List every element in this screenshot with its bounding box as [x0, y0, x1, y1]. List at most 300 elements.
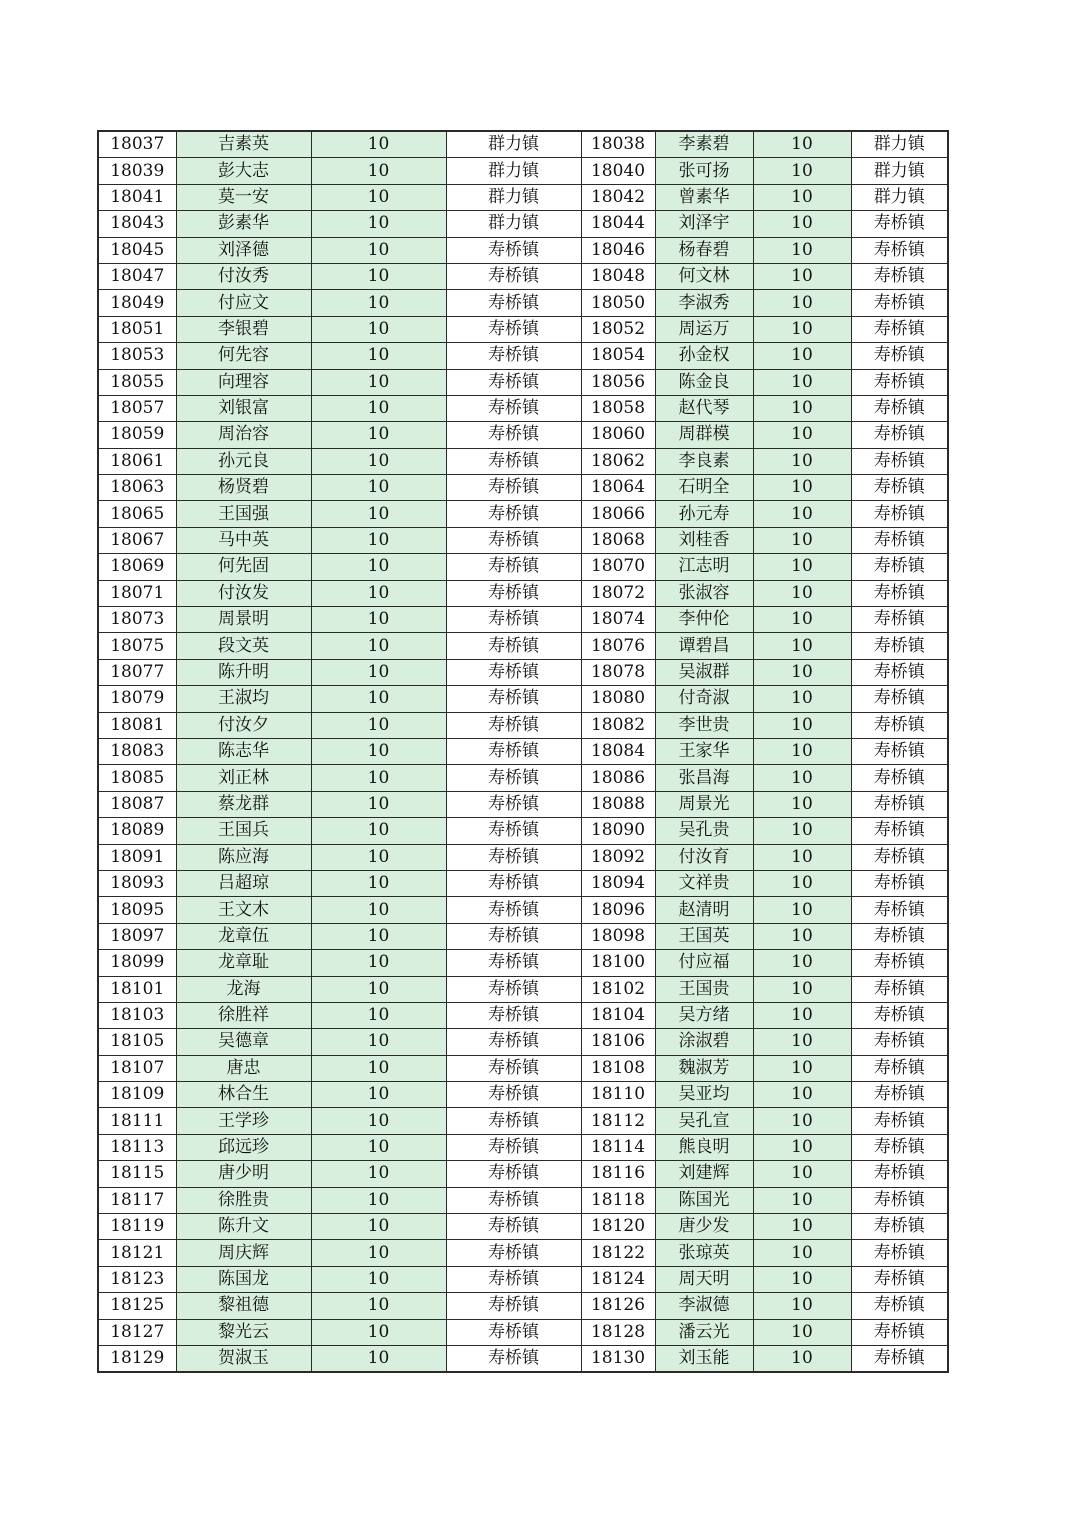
left-name-cell: 马中英 [176, 527, 311, 553]
table-row [98, 211, 948, 237]
left-town-cell: 寿桥镇 [446, 1187, 581, 1213]
table-row [98, 1266, 948, 1292]
left-town-cell: 寿桥镇 [446, 448, 581, 474]
right-town-cell: 寿桥镇 [851, 1214, 948, 1240]
left-name-cell: 黎祖德 [176, 1293, 311, 1319]
left-name-cell: 杨贤碧 [176, 475, 311, 501]
right-id-cell: 18100 [581, 950, 655, 976]
left-count-cell: 10 [311, 448, 446, 474]
left-id-cell: 18097 [98, 923, 176, 949]
left-town-cell: 寿桥镇 [446, 1082, 581, 1108]
right-name-cell: 王家华 [655, 738, 753, 764]
left-name-cell: 付应文 [176, 290, 311, 316]
right-name-cell: 张可扬 [655, 158, 753, 184]
table-row [98, 1187, 948, 1213]
table-row [98, 976, 948, 1002]
right-town-cell: 寿桥镇 [851, 1161, 948, 1187]
right-name-cell: 文祥贵 [655, 870, 753, 896]
right-count-cell: 10 [753, 475, 851, 501]
left-id-cell: 18121 [98, 1240, 176, 1266]
right-id-cell: 18096 [581, 897, 655, 923]
left-name-cell: 黎光云 [176, 1319, 311, 1345]
left-town-cell: 寿桥镇 [446, 1055, 581, 1081]
left-count-cell: 10 [311, 316, 446, 342]
left-count-cell: 10 [311, 923, 446, 949]
right-town-cell: 寿桥镇 [851, 290, 948, 316]
right-town-cell: 寿桥镇 [851, 738, 948, 764]
right-name-cell: 刘建辉 [655, 1161, 753, 1187]
right-name-cell: 李淑德 [655, 1293, 753, 1319]
right-town-cell: 寿桥镇 [851, 1108, 948, 1134]
right-id-cell: 18056 [581, 369, 655, 395]
right-count-cell: 10 [753, 686, 851, 712]
right-name-cell: 周景光 [655, 791, 753, 817]
left-count-cell: 10 [311, 1266, 446, 1292]
left-count-cell: 10 [311, 1161, 446, 1187]
left-town-cell: 寿桥镇 [446, 1293, 581, 1319]
left-count-cell: 10 [311, 1214, 446, 1240]
left-name-cell: 何先固 [176, 554, 311, 580]
left-count-cell: 10 [311, 131, 446, 158]
right-id-cell: 18094 [581, 870, 655, 896]
left-id-cell: 18089 [98, 818, 176, 844]
right-id-cell: 18076 [581, 633, 655, 659]
right-count-cell: 10 [753, 1002, 851, 1028]
right-name-cell: 张淑容 [655, 580, 753, 606]
right-name-cell: 刘桂香 [655, 527, 753, 553]
left-name-cell: 吴德章 [176, 1029, 311, 1055]
left-town-cell: 群力镇 [446, 211, 581, 237]
left-id-cell: 18075 [98, 633, 176, 659]
right-town-cell: 寿桥镇 [851, 395, 948, 421]
right-name-cell: 陈国光 [655, 1187, 753, 1213]
right-name-cell: 李世贵 [655, 712, 753, 738]
right-name-cell: 孙金权 [655, 343, 753, 369]
left-name-cell: 段文英 [176, 633, 311, 659]
table-row [98, 1055, 948, 1081]
table-row [98, 870, 948, 896]
right-count-cell: 10 [753, 237, 851, 263]
right-name-cell: 吴孔贵 [655, 818, 753, 844]
right-name-cell: 周天明 [655, 1266, 753, 1292]
right-count-cell: 10 [753, 158, 851, 184]
right-count-cell: 10 [753, 1187, 851, 1213]
table-row [98, 712, 948, 738]
right-count-cell: 10 [753, 263, 851, 289]
right-id-cell: 18060 [581, 422, 655, 448]
right-count-cell: 10 [753, 501, 851, 527]
left-count-cell: 10 [311, 422, 446, 448]
right-id-cell: 18092 [581, 844, 655, 870]
table-row [98, 184, 948, 210]
right-name-cell: 吴亚均 [655, 1082, 753, 1108]
table-row [98, 554, 948, 580]
right-name-cell: 刘玉能 [655, 1345, 753, 1372]
left-id-cell: 18049 [98, 290, 176, 316]
right-id-cell: 18068 [581, 527, 655, 553]
left-id-cell: 18055 [98, 369, 176, 395]
left-name-cell: 何先容 [176, 343, 311, 369]
left-town-cell: 寿桥镇 [446, 1345, 581, 1372]
table-row [98, 395, 948, 421]
right-id-cell: 18064 [581, 475, 655, 501]
right-name-cell: 李素碧 [655, 131, 753, 158]
right-town-cell: 寿桥镇 [851, 580, 948, 606]
left-name-cell: 徐胜贵 [176, 1187, 311, 1213]
right-count-cell: 10 [753, 316, 851, 342]
left-count-cell: 10 [311, 1082, 446, 1108]
left-town-cell: 寿桥镇 [446, 791, 581, 817]
right-count-cell: 10 [753, 712, 851, 738]
left-id-cell: 18111 [98, 1108, 176, 1134]
right-name-cell: 潘云光 [655, 1319, 753, 1345]
right-id-cell: 18128 [581, 1319, 655, 1345]
left-count-cell: 10 [311, 659, 446, 685]
table-row [98, 1002, 948, 1028]
left-name-cell: 唐忠 [176, 1055, 311, 1081]
left-count-cell: 10 [311, 395, 446, 421]
left-name-cell: 王学珍 [176, 1108, 311, 1134]
left-id-cell: 18117 [98, 1187, 176, 1213]
right-name-cell: 周运万 [655, 316, 753, 342]
left-name-cell: 林合生 [176, 1082, 311, 1108]
left-name-cell: 周景明 [176, 607, 311, 633]
left-id-cell: 18047 [98, 263, 176, 289]
right-town-cell: 寿桥镇 [851, 475, 948, 501]
right-id-cell: 18104 [581, 1002, 655, 1028]
left-name-cell: 龙章耻 [176, 950, 311, 976]
left-name-cell: 付汝秀 [176, 263, 311, 289]
left-town-cell: 寿桥镇 [446, 395, 581, 421]
right-id-cell: 18044 [581, 211, 655, 237]
left-id-cell: 18093 [98, 870, 176, 896]
right-count-cell: 10 [753, 1055, 851, 1081]
right-id-cell: 18078 [581, 659, 655, 685]
table-row [98, 607, 948, 633]
right-count-cell: 10 [753, 870, 851, 896]
left-name-cell: 周庆辉 [176, 1240, 311, 1266]
left-count-cell: 10 [311, 343, 446, 369]
right-name-cell: 赵清明 [655, 897, 753, 923]
right-count-cell: 10 [753, 343, 851, 369]
left-id-cell: 18101 [98, 976, 176, 1002]
left-town-cell: 寿桥镇 [446, 554, 581, 580]
right-id-cell: 18120 [581, 1214, 655, 1240]
right-count-cell: 10 [753, 448, 851, 474]
left-count-cell: 10 [311, 369, 446, 395]
left-town-cell: 寿桥镇 [446, 659, 581, 685]
right-town-cell: 寿桥镇 [851, 554, 948, 580]
right-id-cell: 18052 [581, 316, 655, 342]
left-town-cell: 寿桥镇 [446, 950, 581, 976]
left-town-cell: 寿桥镇 [446, 686, 581, 712]
right-town-cell: 群力镇 [851, 184, 948, 210]
right-count-cell: 10 [753, 554, 851, 580]
left-town-cell: 寿桥镇 [446, 607, 581, 633]
right-town-cell: 寿桥镇 [851, 712, 948, 738]
right-id-cell: 18124 [581, 1266, 655, 1292]
right-id-cell: 18088 [581, 791, 655, 817]
left-town-cell: 寿桥镇 [446, 765, 581, 791]
right-id-cell: 18054 [581, 343, 655, 369]
left-count-cell: 10 [311, 686, 446, 712]
right-count-cell: 10 [753, 950, 851, 976]
left-count-cell: 10 [311, 818, 446, 844]
right-count-cell: 10 [753, 1293, 851, 1319]
right-id-cell: 18046 [581, 237, 655, 263]
right-count-cell: 10 [753, 1134, 851, 1160]
table-row [98, 580, 948, 606]
left-count-cell: 10 [311, 158, 446, 184]
right-count-cell: 10 [753, 1214, 851, 1240]
table-row [98, 1214, 948, 1240]
right-town-cell: 寿桥镇 [851, 659, 948, 685]
right-town-cell: 寿桥镇 [851, 1319, 948, 1345]
table-row [98, 1293, 948, 1319]
left-name-cell: 刘泽德 [176, 237, 311, 263]
table-row [98, 501, 948, 527]
left-name-cell: 孙元良 [176, 448, 311, 474]
left-town-cell: 寿桥镇 [446, 1214, 581, 1240]
right-count-cell: 10 [753, 1266, 851, 1292]
left-town-cell: 群力镇 [446, 184, 581, 210]
left-id-cell: 18051 [98, 316, 176, 342]
left-count-cell: 10 [311, 870, 446, 896]
right-count-cell: 10 [753, 818, 851, 844]
table-row [98, 316, 948, 342]
right-id-cell: 18112 [581, 1108, 655, 1134]
right-count-cell: 10 [753, 738, 851, 764]
table-row [98, 1029, 948, 1055]
right-name-cell: 王国贵 [655, 976, 753, 1002]
left-count-cell: 10 [311, 976, 446, 1002]
right-id-cell: 18072 [581, 580, 655, 606]
right-town-cell: 寿桥镇 [851, 686, 948, 712]
right-town-cell: 寿桥镇 [851, 527, 948, 553]
left-count-cell: 10 [311, 897, 446, 923]
left-town-cell: 寿桥镇 [446, 263, 581, 289]
right-id-cell: 18066 [581, 501, 655, 527]
right-town-cell: 寿桥镇 [851, 1082, 948, 1108]
left-name-cell: 龙海 [176, 976, 311, 1002]
left-name-cell: 刘正林 [176, 765, 311, 791]
right-name-cell: 熊良明 [655, 1134, 753, 1160]
right-town-cell: 寿桥镇 [851, 950, 948, 976]
right-town-cell: 寿桥镇 [851, 976, 948, 1002]
right-town-cell: 寿桥镇 [851, 263, 948, 289]
left-name-cell: 陈志华 [176, 738, 311, 764]
table-row [98, 131, 948, 158]
left-count-cell: 10 [311, 1002, 446, 1028]
left-id-cell: 18087 [98, 791, 176, 817]
left-count-cell: 10 [311, 527, 446, 553]
left-town-cell: 寿桥镇 [446, 475, 581, 501]
left-count-cell: 10 [311, 844, 446, 870]
left-id-cell: 18095 [98, 897, 176, 923]
left-id-cell: 18053 [98, 343, 176, 369]
left-name-cell: 吉素英 [176, 131, 311, 158]
right-count-cell: 10 [753, 1161, 851, 1187]
left-id-cell: 18037 [98, 131, 176, 158]
right-count-cell: 10 [753, 1108, 851, 1134]
left-count-cell: 10 [311, 791, 446, 817]
left-id-cell: 18081 [98, 712, 176, 738]
right-count-cell: 10 [753, 580, 851, 606]
right-town-cell: 寿桥镇 [851, 211, 948, 237]
left-town-cell: 寿桥镇 [446, 923, 581, 949]
right-name-cell: 吴方绪 [655, 1002, 753, 1028]
left-town-cell: 寿桥镇 [446, 976, 581, 1002]
right-town-cell: 群力镇 [851, 131, 948, 158]
left-count-cell: 10 [311, 1029, 446, 1055]
left-name-cell: 贺淑玉 [176, 1345, 311, 1372]
left-id-cell: 18123 [98, 1266, 176, 1292]
left-town-cell: 寿桥镇 [446, 897, 581, 923]
left-name-cell: 蔡龙群 [176, 791, 311, 817]
left-count-cell: 10 [311, 1293, 446, 1319]
right-id-cell: 18118 [581, 1187, 655, 1213]
left-town-cell: 寿桥镇 [446, 1029, 581, 1055]
left-id-cell: 18069 [98, 554, 176, 580]
left-name-cell: 王国兵 [176, 818, 311, 844]
right-town-cell: 寿桥镇 [851, 765, 948, 791]
left-town-cell: 群力镇 [446, 158, 581, 184]
left-count-cell: 10 [311, 501, 446, 527]
right-id-cell: 18126 [581, 1293, 655, 1319]
right-town-cell: 寿桥镇 [851, 1029, 948, 1055]
left-count-cell: 10 [311, 738, 446, 764]
right-name-cell: 付汝育 [655, 844, 753, 870]
right-name-cell: 李仲伦 [655, 607, 753, 633]
right-town-cell: 寿桥镇 [851, 501, 948, 527]
left-town-cell: 寿桥镇 [446, 580, 581, 606]
right-count-cell: 10 [753, 659, 851, 685]
left-name-cell: 龙章伍 [176, 923, 311, 949]
right-count-cell: 10 [753, 422, 851, 448]
right-id-cell: 18070 [581, 554, 655, 580]
right-count-cell: 10 [753, 1082, 851, 1108]
left-id-cell: 18073 [98, 607, 176, 633]
right-id-cell: 18110 [581, 1082, 655, 1108]
left-town-cell: 寿桥镇 [446, 290, 581, 316]
right-town-cell: 寿桥镇 [851, 897, 948, 923]
left-name-cell: 陈升文 [176, 1214, 311, 1240]
left-count-cell: 10 [311, 475, 446, 501]
table-row [98, 659, 948, 685]
left-count-cell: 10 [311, 237, 446, 263]
left-town-cell: 寿桥镇 [446, 422, 581, 448]
table-row [98, 1319, 948, 1345]
left-id-cell: 18057 [98, 395, 176, 421]
left-count-cell: 10 [311, 1319, 446, 1345]
left-count-cell: 10 [311, 554, 446, 580]
right-town-cell: 寿桥镇 [851, 1002, 948, 1028]
left-id-cell: 18067 [98, 527, 176, 553]
left-id-cell: 18071 [98, 580, 176, 606]
left-town-cell: 寿桥镇 [446, 369, 581, 395]
left-town-cell: 寿桥镇 [446, 633, 581, 659]
right-name-cell: 涂淑碧 [655, 1029, 753, 1055]
left-count-cell: 10 [311, 263, 446, 289]
table-row [98, 923, 948, 949]
right-id-cell: 18042 [581, 184, 655, 210]
table-row [98, 422, 948, 448]
left-name-cell: 吕超琼 [176, 870, 311, 896]
left-id-cell: 18099 [98, 950, 176, 976]
table-row [98, 1240, 948, 1266]
left-id-cell: 18115 [98, 1161, 176, 1187]
table-row [98, 1108, 948, 1134]
left-name-cell: 付汝夕 [176, 712, 311, 738]
right-id-cell: 18084 [581, 738, 655, 764]
right-id-cell: 18116 [581, 1161, 655, 1187]
left-town-cell: 寿桥镇 [446, 1266, 581, 1292]
left-id-cell: 18107 [98, 1055, 176, 1081]
right-id-cell: 18038 [581, 131, 655, 158]
right-town-cell: 寿桥镇 [851, 818, 948, 844]
table-row [98, 290, 948, 316]
right-id-cell: 18122 [581, 1240, 655, 1266]
right-count-cell: 10 [753, 1240, 851, 1266]
right-name-cell: 李良素 [655, 448, 753, 474]
right-count-cell: 10 [753, 1345, 851, 1372]
right-name-cell: 张昌海 [655, 765, 753, 791]
right-town-cell: 寿桥镇 [851, 633, 948, 659]
left-town-cell: 寿桥镇 [446, 818, 581, 844]
left-id-cell: 18039 [98, 158, 176, 184]
left-count-cell: 10 [311, 712, 446, 738]
left-count-cell: 10 [311, 290, 446, 316]
right-town-cell: 寿桥镇 [851, 1266, 948, 1292]
right-count-cell: 10 [753, 765, 851, 791]
table-row [98, 527, 948, 553]
right-name-cell: 石明全 [655, 475, 753, 501]
right-town-cell: 寿桥镇 [851, 1293, 948, 1319]
right-name-cell: 唐少发 [655, 1214, 753, 1240]
left-town-cell: 寿桥镇 [446, 1134, 581, 1160]
left-id-cell: 18127 [98, 1319, 176, 1345]
right-count-cell: 10 [753, 633, 851, 659]
left-count-cell: 10 [311, 1345, 446, 1372]
records-table-body [98, 131, 948, 1372]
left-id-cell: 18129 [98, 1345, 176, 1372]
right-town-cell: 寿桥镇 [851, 791, 948, 817]
left-name-cell: 莫一安 [176, 184, 311, 210]
right-name-cell: 刘泽宇 [655, 211, 753, 237]
table-row [98, 950, 948, 976]
left-id-cell: 18079 [98, 686, 176, 712]
right-name-cell: 孙元寿 [655, 501, 753, 527]
left-town-cell: 寿桥镇 [446, 343, 581, 369]
left-id-cell: 18119 [98, 1214, 176, 1240]
left-id-cell: 18085 [98, 765, 176, 791]
left-name-cell: 王国强 [176, 501, 311, 527]
right-id-cell: 18048 [581, 263, 655, 289]
right-town-cell: 寿桥镇 [851, 1345, 948, 1372]
right-count-cell: 10 [753, 369, 851, 395]
right-count-cell: 10 [753, 976, 851, 1002]
right-id-cell: 18130 [581, 1345, 655, 1372]
right-id-cell: 18058 [581, 395, 655, 421]
table-row [98, 1082, 948, 1108]
table-row [98, 897, 948, 923]
left-id-cell: 18063 [98, 475, 176, 501]
left-count-cell: 10 [311, 950, 446, 976]
table-row [98, 1134, 948, 1160]
right-count-cell: 10 [753, 923, 851, 949]
left-town-cell: 寿桥镇 [446, 844, 581, 870]
right-town-cell: 寿桥镇 [851, 343, 948, 369]
